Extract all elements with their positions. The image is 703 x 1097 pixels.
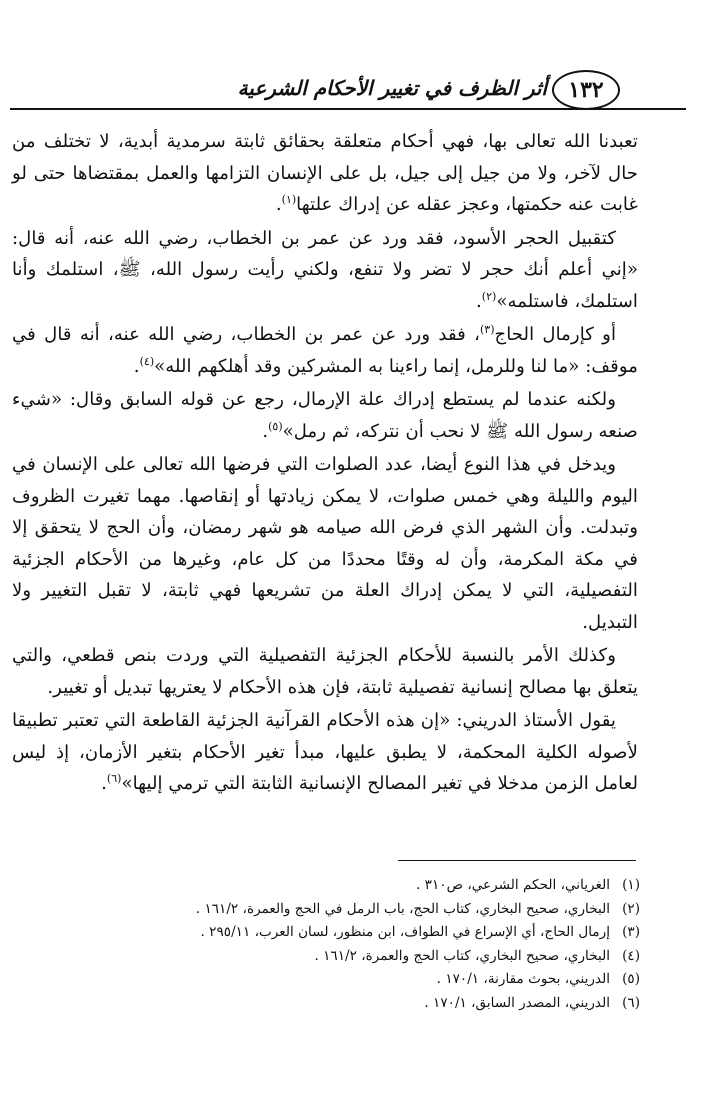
footnote — [60, 874, 640, 898]
paragraph-text: كتقبيل الحجر الأسود، فقد ورد عن عمر بن الخطاب، رضي الله عنه، أنه قال: «إني أعلم أنك حجر لا تضر ولا تنفع، ولكني رأيت رسول الله، ﷺ، استلمك وأنا استلمك، فاستلمه» — [12, 227, 638, 312]
paragraph: تعبدنا الله تعالى بها، فهي أحكام متعلقة بحقائق ثابتة سرمدية أبدية، لا تختلف من حال لآخر، ولا من جيل إلى جيل، بل على الإنسان التزامها والعمل بمقتضاها حتى لو غابت عنه حكمتها، وعجز عقله عن إدراك علتها$^{(١)}$. — [12, 131, 638, 215]
paragraph-text: تعبدنا الله تعالى بها، فهي أحكام متعلقة بحقائق ثابتة سرمدية أبدية، لا تختلف من حال لآخر، ولا من جيل إلى جيل، بل على الإنسان التزامها والعمل بمقتضاها حتى لو غابت عنه حكمتها، وعجز عقله عن إدراك علتها — [12, 131, 638, 215]
footnote-number: (١) — [622, 877, 640, 893]
footnote-number: (٣) — [622, 924, 640, 940]
footnote-number: (٥) — [622, 971, 640, 987]
paragraph: يقول الأستاذ الدريني: «إن هذه الأحكام القرآنية الجزئية القاطعة التي تعتبر تطبيقا لأصوله الكلية المحكمة، لا يطبق عليها، مبدأ تغير الأحكام بتغير الأزمان، إذ ليس لعامل الزمن مدخلا في تغير المصالح الإنسانية الثابتة التي ترمي إليها»$^{(٦)}$. — [12, 710, 638, 794]
paragraph: وكذلك الأمر بالنسبة للأحكام الجزئية التفصيلية التي وردت بنص قطعي، والتي يتعلق بها مصالح إنسانية تفصيلية ثابتة، فإن هذه الأحكام لا يعتريها تبديل أو تغيير. — [12, 645, 638, 698]
page-header — [0, 68, 703, 112]
footnote-ref: (٣) — [480, 322, 495, 336]
paragraph-text: يقول الأستاذ الدريني: «إن هذه الأحكام القرآنية الجزئية القاطعة التي تعتبر تطبيقا لأصوله الكلية المحكمة، لا يطبق عليها، مبدأ تغير الأحكام بتغير الأزمان، إذ ليس لعامل الزمن مدخلا في تغير المصالح الإنسانية الثابتة التي ترمي إليها» — [12, 710, 638, 794]
paragraph: كتقبيل الحجر الأسود، فقد ورد عن عمر بن الخطاب، رضي الله عنه، أنه قال: «إني أعلم أنك حجر لا تضر ولا تنفع، ولكني رأيت رسول الله، ﷺ، استلمك وأنا استلمك، فاستلمه»$^{(٢)}$. — [12, 227, 638, 312]
footnote — [60, 945, 640, 969]
header-rule — [10, 108, 686, 110]
paragraph-text: أو كإرمال الحاج — [494, 324, 617, 345]
footnote-rule — [398, 860, 636, 861]
footnote-ref: (٥) — [268, 419, 283, 433]
footnote-text: البخاري، صحيح البخاري، كتاب الحج والعمرة، ١٦١/٢ . — [314, 947, 610, 964]
paragraph: أو كإرمال الحاج$^{(٣)}$، فقد ورد عن عمر بن الخطاب، رضي الله عنه، أنه قال في موقف: «ما لنا وللرمل، إنما راءينا به المشركين وقد أهلكهم الله»$^{(٤)}$. — [12, 322, 638, 377]
footnote-text: الدريني، بحوث مقارنة، ١٧٠/١ . — [436, 971, 610, 987]
footnote-number: (٤) — [622, 947, 640, 964]
paragraph-text: ، فقد ورد عن عمر بن الخطاب، رضي الله عنه، أنه قال في موقف: «ما لنا وللرمل، إنما راءينا به المشركين وقد أهلكهم الله» — [12, 324, 638, 377]
page-number: ١٣٢ — [552, 70, 620, 110]
running-title: أثر الظرف في تغيير الأحكام الشرعية — [237, 76, 547, 100]
footnote-number: (٦) — [622, 994, 640, 1011]
footnote-ref: (٤) — [139, 354, 155, 368]
footnote-text: الدريني، المصدر السابق، ١٧٠/١ . — [424, 994, 610, 1011]
paragraph-text: ولكنه عندما لم يستطع إدراك علة الإرمال، رجع عن قوله السابق وقال: «شيء صنعه رسول الله ﷺ لا نحب أن نتركه، ثم رمل» — [12, 389, 638, 442]
footnote — [60, 921, 640, 945]
footnote-text: الغرياني، الحكم الشرعي، ص٣١٠ . — [416, 877, 610, 893]
footnote — [60, 898, 640, 922]
footnote-text: إرمال الحاج، أي الإسراع في الطواف، ابن منظور، لسان العرب، ٢٩٥/١١ . — [200, 924, 610, 940]
footnote — [60, 968, 640, 992]
paragraph: ويدخل في هذا النوع أيضا، عدد الصلوات التي فرضها الله تعالى على الإنسان في اليوم والليلة وهي خمس صلوات، لا يمكن زيادتها أو إنقاصها. مهما تغيرت الظروف وتبدلت. وأن الشهر الذي فرض الله صيامه هو شهر رمضان، وأن الحج لا يتحقق إلا في مكة المكرمة، وأن له وقتًا محددًا من كل عام، وغيرها من الأحكام الجزئية التفصيلية، التي لا يمكن إدراك العلة من تشريعها فهي ثابتة، لا تقبل التغيير ولا التبديل. — [12, 454, 638, 633]
main-text — [12, 126, 638, 800]
footnote-text: البخاري، صحيح البخاري، كتاب الحج، باب الرمل في الحج والعمرة، ١٦١/٢ . — [195, 900, 610, 917]
footnote-ref: (٢) — [481, 289, 497, 303]
footnote — [60, 992, 640, 1016]
footnote-ref: (١) — [281, 192, 297, 206]
footnotes — [60, 874, 640, 1015]
paragraph: ولكنه عندما لم يستطع إدراك علة الإرمال، رجع عن قوله السابق وقال: «شيء صنعه رسول الله ﷺ لا نحب أن نتركه، ثم رمل»$^{(٥)}$. — [12, 389, 638, 442]
footnote-ref: (٦) — [106, 771, 122, 785]
footnote-number: (٢) — [622, 900, 640, 917]
